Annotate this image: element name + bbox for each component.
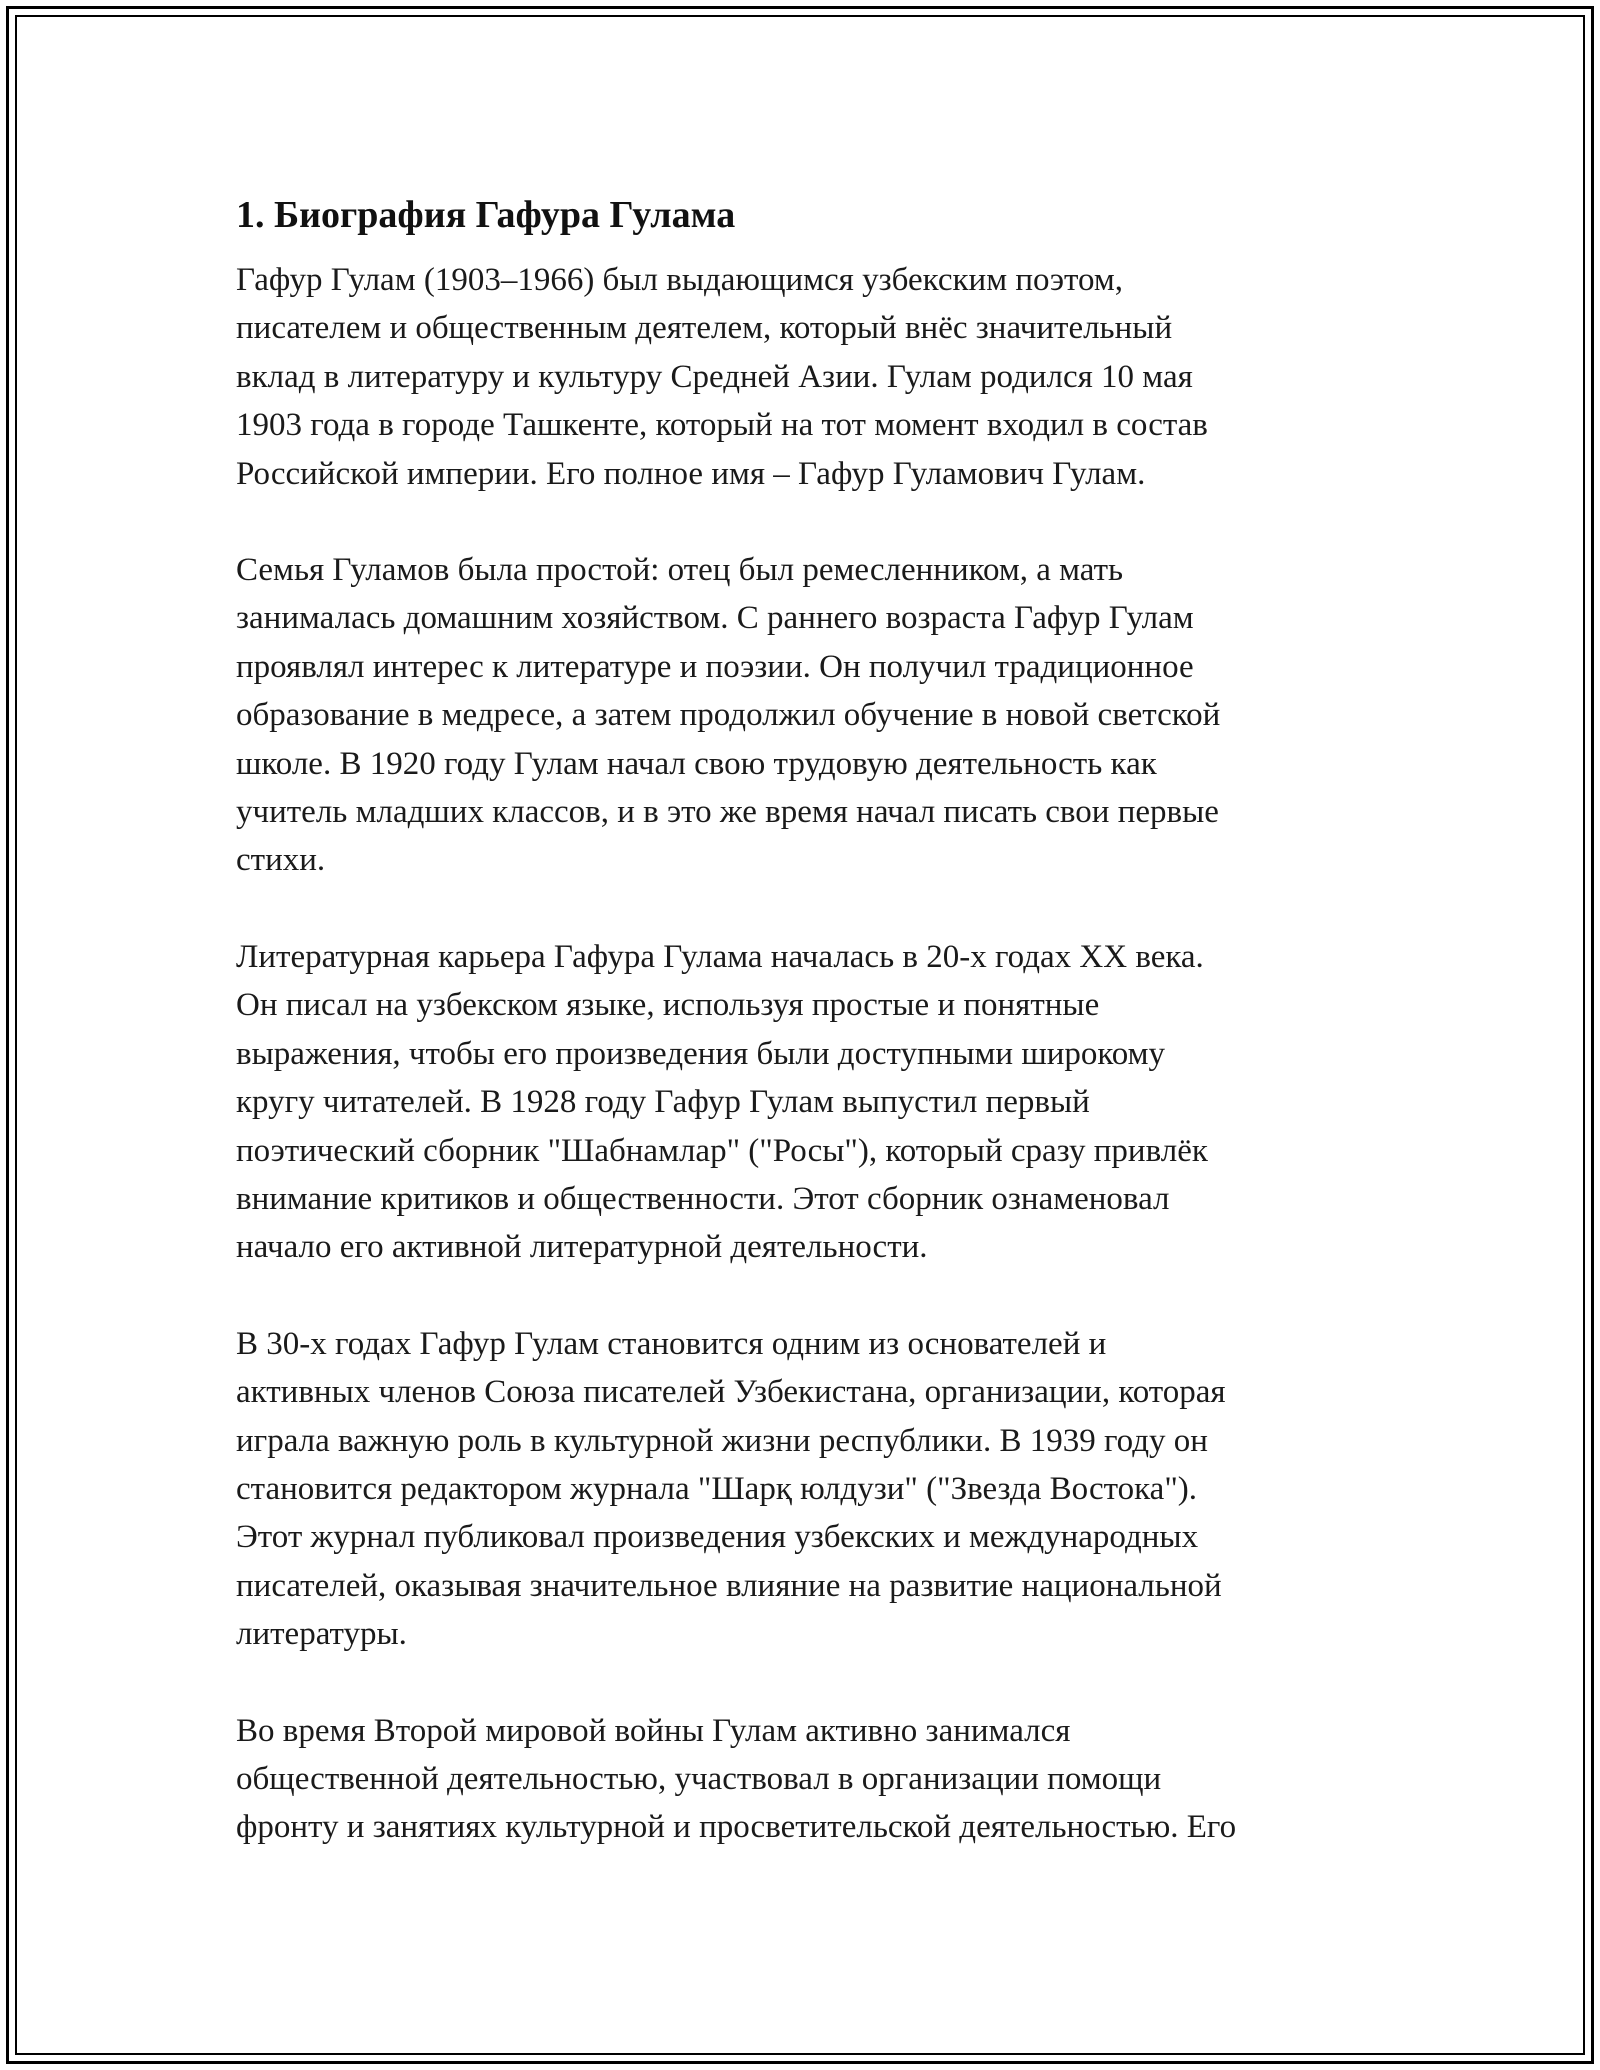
text-line: становится редактором журнала "Шарқ юлдузи" ("Звезда Востока"). <box>236 1470 1198 1507</box>
text-line: стихи. <box>236 842 326 879</box>
section-heading: 1. Биография Гафура Гулама <box>236 194 736 236</box>
text-line: учитель младших классов, и в это же время начал писать свои первые <box>236 794 1219 831</box>
text-line: Семья Гуламов была простой: отец был ремесленником, а мать <box>236 552 1124 589</box>
text-line: фронту и занятиях культурной и просветительской деятельностью. Его <box>236 1809 1237 1846</box>
text-line: начало его активной литературной деятельности. <box>236 1229 928 1266</box>
text-line: внимание критиков и общественности. Этот сборник ознаменовал <box>236 1180 1170 1217</box>
text-line: писателей, оказывая значительное влияние на развитие национальной <box>236 1567 1222 1604</box>
text-line: Этот журнал публиковал произведения узбекских и международных <box>236 1519 1199 1556</box>
paragraph-family <box>236 546 1366 885</box>
text-line: поэтический сборник "Шабнамлар" ("Росы"), который сразу привлёк <box>236 1132 1208 1169</box>
paragraph-biography-intro <box>236 256 1366 498</box>
text-line: Российской империи. Его полное имя – Гафур Гуламович Гулам. <box>236 455 1146 492</box>
text-line: выражения, чтобы его произведения были доступными широкому <box>236 1035 1166 1072</box>
text-line: Во время Второй мировой войны Гулам активно занимался <box>236 1712 1071 1749</box>
document-body <box>236 186 1366 1900</box>
text-line: писателем и общественным деятелем, который внёс значительный <box>236 310 1173 347</box>
text-line: общественной деятельностью, участвовал в организации помощи <box>236 1760 1162 1797</box>
text-line: Литературная карьера Гафура Гулама началась в 20-х годах XX века. <box>236 938 1204 975</box>
text-line: В 30-х годах Гафур Гулам становится одним из основателей и <box>236 1325 1107 1362</box>
paragraph-writers-union <box>236 1320 1366 1659</box>
text-line: занималась домашним хозяйством. С раннего возраста Гафур Гулам <box>236 600 1194 637</box>
text-line: вклад в литературу и культуру Средней Азии. Гулам родился 10 мая <box>236 358 1193 395</box>
text-line: кругу читателей. В 1928 году Гафур Гулам выпустил первый <box>236 1084 1090 1121</box>
text-line: проявлял интерес к литературе и поэзии. Он получил традиционное <box>236 648 1194 685</box>
text-line: играла важную роль в культурной жизни республики. В 1939 году он <box>236 1422 1208 1459</box>
text-line: активных членов Союза писателей Узбекистана, организации, которая <box>236 1374 1226 1411</box>
text-line: школе. В 1920 году Гулам начал свою трудовую деятельность как <box>236 745 1157 782</box>
text-line: литературы. <box>236 1616 407 1653</box>
text-line: 1903 года в городе Ташкенте, который на тот момент входил в состав <box>236 407 1208 444</box>
paragraph-wartime <box>236 1707 1366 1852</box>
paragraph-literary-career <box>236 933 1366 1272</box>
text-line: Он писал на узбекском языке, используя простые и понятные <box>236 987 1100 1024</box>
text-line: образование в медресе, а затем продолжил обучение в новой светской <box>236 697 1221 734</box>
text-line: Гафур Гулам (1903–1966) был выдающимся узбекским поэтом, <box>236 262 1124 298</box>
